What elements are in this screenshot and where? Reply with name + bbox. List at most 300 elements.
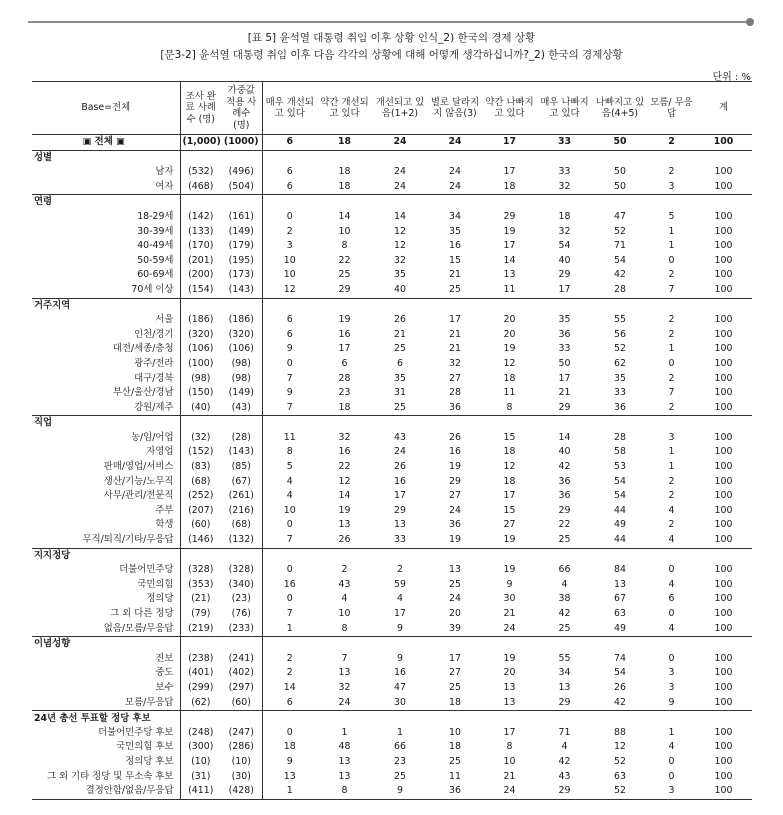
cell-value: 19 xyxy=(503,225,516,237)
table-row xyxy=(32,225,752,240)
cell-value: 26 xyxy=(449,431,461,443)
cell-value: 6 xyxy=(286,180,293,192)
cell-value: 100 xyxy=(714,475,733,487)
row-label: 여자 xyxy=(32,180,180,195)
group-spacer xyxy=(317,150,372,165)
weighted-count: (195) xyxy=(221,254,262,269)
sample-count-header: 조사 완료 사례수 (명) xyxy=(180,82,221,135)
cell-value: 6 xyxy=(286,696,293,708)
cell-value: 63 xyxy=(614,770,626,782)
table-row xyxy=(32,210,752,225)
cell-value: 0 xyxy=(286,564,293,576)
cell-value: 31 xyxy=(394,387,406,399)
cell-value: 7 xyxy=(286,372,293,384)
cell-value: 2 xyxy=(668,314,675,326)
cell-value: 100 xyxy=(714,726,733,738)
cell-value: 100 xyxy=(714,328,733,340)
cell-value: 20 xyxy=(449,608,461,619)
cell-value: 0 xyxy=(286,519,293,531)
weighted-count: (496) xyxy=(221,165,262,180)
cell-value: 27 xyxy=(449,372,461,384)
row-label: 없음/모름/무응답 xyxy=(32,622,180,637)
cell-value: 0 xyxy=(668,755,675,767)
cell-value: 66 xyxy=(558,564,571,576)
cell-value: 17 xyxy=(394,608,406,619)
cell-value: 0 xyxy=(286,726,293,738)
cell-value: 100 xyxy=(714,446,733,458)
weighted-count: (43) xyxy=(221,401,262,416)
table-row xyxy=(32,401,752,416)
cell-value: 24 xyxy=(394,446,406,458)
cell-value: 47 xyxy=(614,210,626,222)
cell-value: 4 xyxy=(341,593,348,605)
sample-count: (98) xyxy=(191,372,211,384)
cell-value: 4 xyxy=(668,622,675,634)
cell-value: 25 xyxy=(449,578,461,590)
cell-value: 13 xyxy=(283,770,296,782)
weighted-count: (261) xyxy=(221,489,262,504)
cell-value: 32 xyxy=(558,225,571,237)
weighted-count: (340) xyxy=(221,578,262,593)
cell-value: 9 xyxy=(506,578,513,590)
cell-value: 8 xyxy=(506,741,513,753)
cell-value: 42 xyxy=(558,608,571,619)
group-header-row xyxy=(32,548,752,563)
cell-value: 0 xyxy=(286,357,293,369)
total-row xyxy=(32,135,752,151)
table-row xyxy=(32,283,752,298)
cell-value: 36 xyxy=(614,401,626,413)
row-label: 학생 xyxy=(32,518,180,533)
cell-value: 13 xyxy=(503,696,516,708)
cell-value: 16 xyxy=(338,446,351,458)
sample-count: (207) xyxy=(188,504,214,516)
cell-value: 38 xyxy=(558,593,571,605)
cell-value: 25 xyxy=(558,622,571,634)
group-spacer xyxy=(537,711,592,726)
cell-value: 17 xyxy=(338,343,351,355)
row-label: 농/임/어업 xyxy=(32,431,180,446)
cell-value: 9 xyxy=(668,696,675,708)
weighted-count: (60) xyxy=(221,696,262,711)
group-spacer xyxy=(428,298,482,313)
cell-value: 0 xyxy=(668,770,675,782)
weighted-count: (428) xyxy=(221,784,262,799)
cell-value: 35 xyxy=(394,372,406,384)
group-spacer xyxy=(482,195,537,210)
group-spacer xyxy=(428,637,482,652)
cell-value: 52 xyxy=(614,343,626,355)
cell-value: 17 xyxy=(503,726,516,738)
group-label: 직업 xyxy=(32,416,180,431)
cell-value: 24 xyxy=(503,622,516,634)
cell-value: 11 xyxy=(449,770,461,782)
group-spacer xyxy=(372,150,428,165)
cell-value: 6 xyxy=(286,328,293,340)
cell-value: 32 xyxy=(558,180,571,192)
cell-value: 39 xyxy=(449,622,461,634)
cell-value: 1 xyxy=(668,240,675,252)
cell-value: 36 xyxy=(558,328,571,340)
group-spacer xyxy=(180,637,221,652)
cell-value: 100 xyxy=(714,608,733,619)
table-row xyxy=(32,268,752,283)
cell-value: 9 xyxy=(286,755,293,767)
cell-value: 29 xyxy=(558,269,571,281)
row-label: 생산/기능/노무직 xyxy=(32,475,180,490)
cell-value: 36 xyxy=(449,519,461,531)
cell-value: 59 xyxy=(394,578,406,590)
table-row xyxy=(32,740,752,755)
group-spacer xyxy=(592,548,648,563)
cell-value: 29 xyxy=(394,504,406,516)
cell-value: 3 xyxy=(668,667,675,679)
cell-value: 25 xyxy=(394,343,406,355)
weighted-count: (149) xyxy=(221,225,262,240)
cell-value: 18 xyxy=(503,372,516,384)
cell-value: 4 xyxy=(668,741,675,753)
weighted-count: (173) xyxy=(221,268,262,283)
sample-count: (201) xyxy=(188,254,214,266)
group-spacer xyxy=(695,298,752,313)
cell-value: 100 xyxy=(714,681,733,693)
sample-count: (31) xyxy=(191,770,211,782)
table-row xyxy=(32,475,752,490)
table-row xyxy=(32,755,752,770)
cell-value: 33 xyxy=(537,135,592,151)
cell-value: 36 xyxy=(449,401,461,413)
group-spacer xyxy=(537,150,592,165)
cell-value: 20 xyxy=(503,328,516,340)
cell-value: 2 xyxy=(668,166,675,178)
cell-value: 100 xyxy=(714,534,733,546)
group-spacer xyxy=(648,195,695,210)
cell-value: 27 xyxy=(503,519,516,531)
cell-value: 13 xyxy=(558,681,571,693)
group-spacer xyxy=(592,150,648,165)
group-spacer xyxy=(482,711,537,726)
weighted-count: (98) xyxy=(221,372,262,387)
weighted-count: (233) xyxy=(221,622,262,637)
group-spacer xyxy=(592,711,648,726)
row-label: 50-59세 xyxy=(32,254,180,269)
group-spacer xyxy=(180,548,221,563)
cell-value: 17 xyxy=(449,314,461,326)
weighted-count: (30) xyxy=(221,770,262,785)
cell-value: 6 xyxy=(262,135,317,151)
row-label: 그 외 기타 정당 및 무소속 후보 xyxy=(32,770,180,785)
weighted-count-header: 가중값 적용 사례수 (명) xyxy=(221,82,262,135)
cell-value: 24 xyxy=(428,135,482,151)
sample-count: (299) xyxy=(188,681,214,693)
group-spacer xyxy=(695,548,752,563)
cell-value: 2 xyxy=(668,475,675,487)
sample-count: (252) xyxy=(188,490,214,502)
group-header-row xyxy=(32,150,752,165)
group-spacer xyxy=(537,548,592,563)
sample-count: (10) xyxy=(191,755,211,767)
cell-value: 32 xyxy=(394,254,406,266)
cell-value: 100 xyxy=(714,225,733,237)
table-row xyxy=(32,445,752,460)
cell-value: 17 xyxy=(394,490,406,502)
cell-value: 29 xyxy=(558,696,571,708)
cell-value: 71 xyxy=(614,240,626,252)
weighted-count: (1000) xyxy=(221,135,262,151)
col-header: 약간 나빠지고 있다 xyxy=(482,82,537,135)
cell-value: 16 xyxy=(449,446,461,458)
cell-value: 3 xyxy=(286,240,293,252)
cell-value: 24 xyxy=(372,135,428,151)
cell-value: 63 xyxy=(614,608,626,619)
cell-value: 28 xyxy=(338,372,351,384)
group-spacer xyxy=(372,637,428,652)
cell-value: 6 xyxy=(668,593,675,605)
weighted-count: (23) xyxy=(221,592,262,607)
cell-value: 19 xyxy=(449,461,461,473)
cell-value: 100 xyxy=(714,401,733,413)
cell-value: 40 xyxy=(394,283,406,295)
group-spacer xyxy=(262,298,317,313)
sample-count: (248) xyxy=(188,726,214,738)
cell-value: 54 xyxy=(614,667,626,679)
cell-value: 24 xyxy=(449,180,461,192)
row-label: 자영업 xyxy=(32,445,180,460)
row-label: 서울 xyxy=(32,313,180,328)
sample-count: (60) xyxy=(191,519,211,531)
cell-value: 100 xyxy=(714,283,733,295)
cell-value: 50 xyxy=(592,135,648,151)
table-row xyxy=(32,342,752,357)
cell-value: 1 xyxy=(668,461,675,473)
cell-value: 7 xyxy=(341,652,348,664)
group-spacer xyxy=(592,298,648,313)
cell-value: 21 xyxy=(449,328,461,340)
cell-value: 49 xyxy=(614,519,626,531)
cell-value: 16 xyxy=(283,578,296,590)
cell-value: 20 xyxy=(503,667,516,679)
cell-value: 1 xyxy=(668,343,675,355)
group-spacer xyxy=(592,416,648,431)
col-header: 개선되고 있음(1+2) xyxy=(372,82,428,135)
cell-value: 22 xyxy=(338,254,351,266)
table-row xyxy=(32,180,752,195)
cell-value: 11 xyxy=(503,283,516,295)
cell-value: 32 xyxy=(338,681,351,693)
group-spacer xyxy=(221,548,262,563)
sample-count: (79) xyxy=(191,608,211,619)
cell-value: 2 xyxy=(341,564,348,576)
cell-value: 27 xyxy=(449,667,461,679)
row-label: 사무/관리/전문직 xyxy=(32,489,180,504)
group-spacer xyxy=(262,711,317,726)
cell-value: 50 xyxy=(614,180,626,192)
table-row xyxy=(32,563,752,578)
weighted-count: (186) xyxy=(221,313,262,328)
row-label: 그 외 다른 정당 xyxy=(32,607,180,622)
cell-value: 22 xyxy=(338,461,351,473)
cell-value: 100 xyxy=(714,519,733,531)
cell-value: 1 xyxy=(341,726,348,738)
weighted-count: (67) xyxy=(221,475,262,490)
table-row xyxy=(32,165,752,180)
cell-value: 26 xyxy=(394,314,406,326)
cell-value: 4 xyxy=(397,593,403,605)
table-row xyxy=(32,533,752,548)
cell-value: 100 xyxy=(714,166,733,178)
weighted-count: (504) xyxy=(221,180,262,195)
cell-value: 21 xyxy=(558,387,571,399)
group-spacer xyxy=(537,298,592,313)
cell-value: 21 xyxy=(449,269,461,281)
row-label: 정의당 후보 xyxy=(32,755,180,770)
weighted-count: (143) xyxy=(221,283,262,298)
cell-value: 4 xyxy=(561,578,568,590)
group-spacer xyxy=(262,150,317,165)
cell-value: 7 xyxy=(286,534,293,546)
weighted-count: (247) xyxy=(221,726,262,741)
sample-count: (150) xyxy=(188,387,214,399)
cell-value: 26 xyxy=(338,534,351,546)
group-label: 24년 총선 투표할 정당 후보 xyxy=(32,711,180,726)
sample-count: (532) xyxy=(188,166,214,178)
unit-label: 단위 : % xyxy=(712,72,751,83)
cell-value: 11 xyxy=(283,431,296,443)
cell-value: 44 xyxy=(614,504,626,516)
cell-value: 100 xyxy=(714,770,733,782)
table-row xyxy=(32,431,752,446)
group-label: 성별 xyxy=(32,150,180,165)
group-spacer xyxy=(537,416,592,431)
group-spacer xyxy=(648,711,695,726)
cell-value: 9 xyxy=(372,784,428,799)
cell-value: 42 xyxy=(558,461,571,473)
group-spacer xyxy=(372,548,428,563)
cell-value: 6 xyxy=(286,314,293,326)
group-spacer xyxy=(428,150,482,165)
cell-value: 100 xyxy=(714,357,733,369)
group-spacer xyxy=(180,416,221,431)
cell-value: 100 xyxy=(714,593,733,605)
sample-count: (468) xyxy=(188,180,214,192)
row-label: 모름/무응답 xyxy=(32,696,180,711)
results-table xyxy=(32,81,752,800)
group-spacer xyxy=(482,416,537,431)
cell-value: 18 xyxy=(449,696,461,708)
group-spacer xyxy=(428,416,482,431)
sample-count: (152) xyxy=(188,446,214,458)
header-row xyxy=(32,82,752,135)
cell-value: 29 xyxy=(558,504,571,516)
row-label: 남자 xyxy=(32,165,180,180)
cell-value: 25 xyxy=(449,755,461,767)
cell-value: 18 xyxy=(558,210,571,222)
group-spacer xyxy=(372,298,428,313)
cell-value: 14 xyxy=(283,681,296,693)
cell-value: 55 xyxy=(614,314,626,326)
group-spacer xyxy=(262,416,317,431)
cell-value: 100 xyxy=(714,372,733,384)
table-title: [표 5] 윤석열 대통령 취임 이후 상황 인식_2) 한국의 경제 상황 xyxy=(247,32,536,44)
row-label: ▣ 전체 ▣ xyxy=(32,135,180,151)
cell-value: 58 xyxy=(614,446,626,458)
row-label: 광주/전라 xyxy=(32,357,180,372)
row-label: 보수 xyxy=(32,681,180,696)
cell-value: 4 xyxy=(286,475,293,487)
group-spacer xyxy=(221,711,262,726)
group-spacer xyxy=(592,195,648,210)
cell-value: 67 xyxy=(614,593,626,605)
cell-value: 4 xyxy=(561,741,568,753)
cell-value: 36 xyxy=(428,784,482,799)
group-spacer xyxy=(648,548,695,563)
cell-value: 100 xyxy=(714,578,733,590)
cell-value: 12 xyxy=(394,225,406,237)
cell-value: 6 xyxy=(397,357,403,369)
cell-value: 8 xyxy=(286,446,293,458)
group-header-row xyxy=(32,711,752,726)
weighted-count: (161) xyxy=(221,210,262,225)
cell-value: 21 xyxy=(449,343,461,355)
cell-value: 2 xyxy=(668,401,675,413)
weighted-count: (132) xyxy=(221,533,262,548)
group-spacer xyxy=(428,548,482,563)
cell-value: 9 xyxy=(286,387,293,399)
cell-value: 71 xyxy=(558,726,571,738)
sample-count: (200) xyxy=(188,269,214,281)
cell-value: 2 xyxy=(668,269,675,281)
weighted-count: (98) xyxy=(221,357,262,372)
cell-value: 32 xyxy=(338,431,351,443)
sample-count: (142) xyxy=(188,210,214,222)
group-spacer xyxy=(537,195,592,210)
cell-value: 21 xyxy=(394,328,406,340)
cell-value: 100 xyxy=(695,135,752,151)
sample-count: (68) xyxy=(191,475,211,487)
weighted-count: (143) xyxy=(221,445,262,460)
cell-value: 19 xyxy=(503,343,516,355)
group-spacer xyxy=(648,298,695,313)
group-spacer xyxy=(695,711,752,726)
table-row xyxy=(32,328,752,343)
cell-value: 12 xyxy=(614,741,626,753)
row-label: 18-29세 xyxy=(32,210,180,225)
cell-value: 12 xyxy=(283,283,296,295)
group-header-row xyxy=(32,637,752,652)
cell-value: 49 xyxy=(614,622,626,634)
cell-value: 18 xyxy=(338,166,351,178)
cell-value: 14 xyxy=(503,254,516,266)
cell-value: 100 xyxy=(714,490,733,502)
row-label: 무직/퇴직/기타/무응답 xyxy=(32,533,180,548)
cell-value: 2 xyxy=(286,225,293,237)
group-spacer xyxy=(180,195,221,210)
cell-value: 36 xyxy=(558,475,571,487)
cell-value: 4 xyxy=(668,578,675,590)
cell-value: 10 xyxy=(283,504,296,516)
cell-value: 0 xyxy=(668,564,675,576)
row-label: 결정안함/없음/무응답 xyxy=(32,784,180,799)
sample-count: (133) xyxy=(188,225,214,237)
sample-count: (320) xyxy=(188,328,214,340)
cell-value: 21 xyxy=(503,770,516,782)
cell-value: 6 xyxy=(286,166,293,178)
cell-value: 74 xyxy=(614,652,626,664)
header-rule xyxy=(28,21,751,23)
sample-count: (328) xyxy=(188,564,214,576)
cell-value: 13 xyxy=(394,519,406,531)
table-row xyxy=(32,652,752,667)
